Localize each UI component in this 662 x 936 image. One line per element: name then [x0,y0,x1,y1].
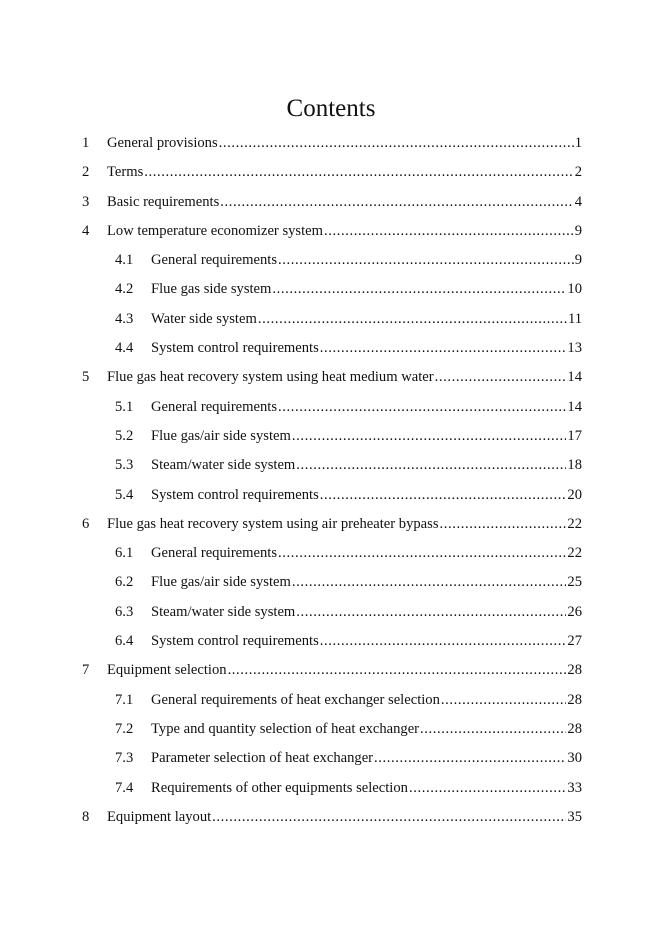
toc-entry-number: 4.2 [115,281,134,298]
toc-dot-leader [228,656,567,685]
toc-dot-leader [292,422,567,451]
toc-entry[interactable] [82,188,582,217]
toc-entry-number: 7.1 [115,691,134,708]
toc-dot-leader [435,363,567,392]
toc-entry-page-number: 28 [567,720,582,737]
toc-entry-title: General requirements [151,545,278,562]
toc-entry[interactable] [82,568,582,597]
toc-entry-title: General requirements [151,252,278,269]
toc-entry-title: Type and quantity selection of heat exchanger [151,720,420,737]
toc-entry-page-number: 30 [567,750,582,767]
toc-entry-number: 6.4 [115,633,134,650]
toc-entry-number: 5.3 [115,457,134,474]
toc-entry[interactable] [82,803,582,832]
toc-entry-number: 4.4 [115,340,134,357]
toc-entry-page-number: 27 [567,633,582,650]
toc-entry-page-number: 22 [567,515,582,532]
toc-entry-number: 4.3 [115,310,134,327]
toc-entry-number: 4 [82,222,90,239]
toc-dot-leader [278,246,574,275]
toc-entry-page-number: 28 [567,691,582,708]
toc-entry[interactable] [82,656,582,685]
toc-entry[interactable] [82,510,582,539]
toc-entry-page-number: 33 [567,779,582,796]
toc-entry-page-number: 28 [567,662,582,679]
toc-entry-page-number: 9 [574,222,582,239]
toc-dot-leader [324,217,574,246]
toc-entry[interactable] [82,275,582,304]
toc-entry-number: 6.1 [115,545,134,562]
toc-entry[interactable] [82,363,582,392]
toc-entry-number: 5 [82,369,90,386]
toc-entry-title: Equipment selection [107,662,227,679]
toc-entry-title: Basic requirements [107,193,220,210]
toc-dot-leader [144,158,573,187]
toc-dot-leader [320,481,567,510]
toc-entry[interactable] [82,217,582,246]
toc-entry-title: System control requirements [151,486,319,503]
toc-entry-number: 6 [82,515,90,532]
toc-entry-number: 7 [82,662,90,679]
toc-entry-page-number: 11 [567,310,582,327]
toc-entry[interactable] [82,158,582,187]
toc-entry[interactable] [82,422,582,451]
toc-entry-page-number: 2 [574,164,582,181]
toc-entry-title: Flue gas/air side system [151,574,291,591]
toc-dot-leader [440,510,567,539]
toc-entry-number: 8 [82,808,90,825]
toc-entry[interactable] [82,715,582,744]
toc-entry-title: Equipment layout [107,808,212,825]
toc-entry-page-number: 9 [574,252,582,269]
toc-entry[interactable] [82,686,582,715]
toc-entry-number: 4.1 [115,252,134,269]
toc-dot-leader [409,774,566,803]
toc-entry-number: 2 [82,164,90,181]
toc-dot-leader [292,568,567,597]
toc-entry-title: Low temperature economizer system [107,222,323,239]
toc-entry[interactable] [82,393,582,422]
page-title: Contents [286,95,376,122]
toc-entry-page-number: 10 [567,281,582,298]
toc-entry-number: 6.2 [115,574,134,591]
toc-entry-title: System control requirements [151,633,319,650]
toc-dot-leader [320,334,567,363]
toc-entry-title: Steam/water side system [151,603,296,620]
toc-dot-leader [258,305,567,334]
toc-entry-page-number: 20 [567,486,582,503]
toc-entry-title: System control requirements [151,340,319,357]
toc-entry-number: 5.2 [115,427,134,444]
toc-dot-leader [220,188,573,217]
toc-dot-leader [441,686,567,715]
toc-entry-page-number: 14 [567,369,582,386]
toc-entry-title: Flue gas heat recovery system using heat medium water [107,369,434,386]
toc-entry-number: 7.4 [115,779,134,796]
toc-entry-number: 5.4 [115,486,134,503]
toc-dot-leader [296,451,566,480]
toc-entry[interactable] [82,451,582,480]
toc-entry-page-number: 13 [567,340,582,357]
toc-entry-page-number: 26 [567,603,582,620]
toc-entry-title: Requirements of other equipments selection [151,779,408,796]
toc-entry-page-number: 18 [567,457,582,474]
toc-entry-title: Flue gas side system [151,281,272,298]
toc-entry[interactable] [82,539,582,568]
toc-entry-title: Water side system [151,310,257,327]
toc-entry[interactable] [82,774,582,803]
table-of-contents [82,129,582,832]
toc-dot-leader [374,744,566,773]
toc-entry-title: General requirements of heat exchanger selection [151,691,440,708]
toc-dot-leader [278,539,566,568]
toc-entry[interactable] [82,744,582,773]
toc-entry-number: 6.3 [115,603,134,620]
toc-entry-page-number: 22 [567,545,582,562]
toc-entry-page-number: 4 [574,193,582,210]
toc-entry-page-number: 35 [567,808,582,825]
toc-entry-page-number: 17 [567,427,582,444]
toc-entry[interactable] [82,481,582,510]
toc-entry-title: General provisions [107,135,218,151]
toc-dot-leader [219,129,574,158]
toc-entry[interactable] [82,334,582,363]
toc-entry[interactable] [82,598,582,627]
toc-entry-title: Flue gas/air side system [151,427,291,444]
toc-entry-number: 5.1 [115,398,134,415]
toc-entry-page-number: 14 [567,398,582,415]
toc-entry-title: Steam/water side system [151,457,296,474]
toc-entry[interactable] [82,246,582,275]
toc-entry[interactable] [82,627,582,656]
toc-entry-number: 7.3 [115,750,134,767]
toc-entry-title: General requirements [151,398,278,415]
toc-dot-leader [278,393,566,422]
toc-entry-title: Terms [107,164,144,181]
toc-entry-title: Parameter selection of heat exchanger [151,750,374,767]
toc-dot-leader [296,598,566,627]
toc-entry[interactable] [82,129,582,158]
toc-dot-leader [272,275,566,304]
toc-entry-number: 1 [82,135,90,151]
toc-dot-leader [212,803,566,832]
toc-entry-page-number: 1 [574,135,582,151]
toc-entry-title: Flue gas heat recovery system using air preheater bypass [107,515,439,532]
toc-entry-page-number: 25 [567,574,582,591]
toc-dot-leader [320,627,567,656]
toc-entry[interactable] [82,305,582,334]
toc-dot-leader [420,715,566,744]
toc-entry-number: 3 [82,193,90,210]
toc-entry-number: 7.2 [115,720,134,737]
